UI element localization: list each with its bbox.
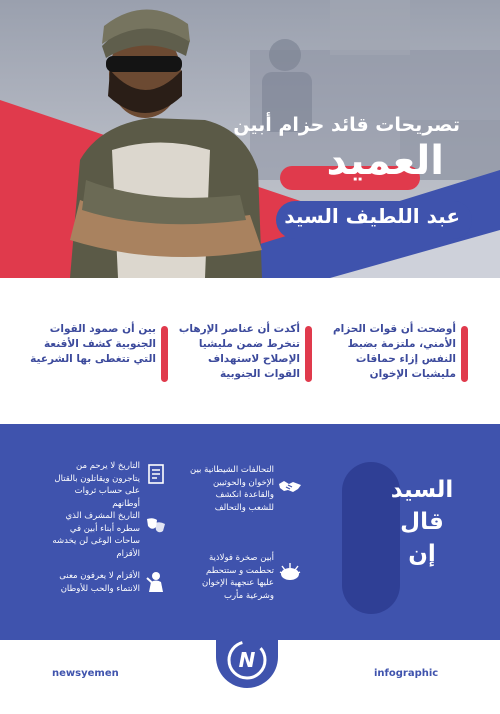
hero-subname: عبد اللطيف السيد — [284, 204, 460, 228]
said-heading — [372, 474, 472, 570]
statement-text: بين أن صمود القوات الجنوبية كشف الأقنعة التي تتغطى بها الشرعية — [30, 323, 156, 365]
rock-icon — [278, 560, 302, 584]
brand-logo-letter: N — [238, 648, 256, 672]
footer-tag: infographic — [374, 668, 439, 679]
footer-site-name[interactable]: newsyemen — [52, 668, 119, 679]
brand-logo — [216, 626, 278, 688]
quote-text: الأقزام لا يعرفون معنى الانتماء والحب للأوطان — [59, 571, 140, 594]
statement-item — [28, 322, 168, 367]
quote-text: التاريخ لا يرحم من يتاجرون ويقاتلون بالقتال على حساب ثروات أوطانهم — [54, 461, 140, 509]
quotes-section — [0, 424, 500, 640]
statement-text: أوضحت أن قوات الحزام الأمني، ملتزمة بضبط النفس إزاء حماقات مليشيات الإخوان — [332, 323, 456, 380]
masks-icon — [144, 514, 168, 538]
quote-text: التحالفات الشيطانية بين الإخوان والحوثيين والقاعدة انكشف للشعب والتحالف — [189, 465, 274, 513]
statement-accent-bar — [461, 326, 468, 382]
quote-text: أبين صخرة فولاذية تحطمت و ستتحطم عليها عنجهية الإخوان وشرعية مأرب — [202, 553, 274, 601]
hero-section — [0, 0, 500, 278]
statement-accent-bar — [305, 326, 312, 382]
statement-text: أكدت أن عناصر الإرهاب تنخرط ضمن مليشيا الإصلاح لاستهداف القوات الجنوبية — [178, 323, 300, 380]
document-icon — [144, 462, 168, 486]
statement-item — [172, 322, 312, 382]
statement-item — [328, 322, 468, 382]
quote-text: التاريخ المشرف الذي سطره أبناء أبين في ساحات الوغى لن يخدشه الأقزام — [52, 511, 140, 559]
hero-title: تصريحات قائد حزام أبين — [233, 114, 460, 136]
soldier-icon — [144, 570, 168, 594]
statements-section — [0, 278, 500, 424]
hero-name: العميد — [326, 138, 444, 184]
said-line-3: إن — [408, 541, 436, 567]
statement-accent-bar — [161, 326, 168, 382]
said-line-1: السيد — [390, 477, 454, 503]
handshake-icon — [278, 474, 302, 498]
said-line-2: قال — [400, 509, 444, 535]
brand-logo-mark — [216, 626, 278, 688]
